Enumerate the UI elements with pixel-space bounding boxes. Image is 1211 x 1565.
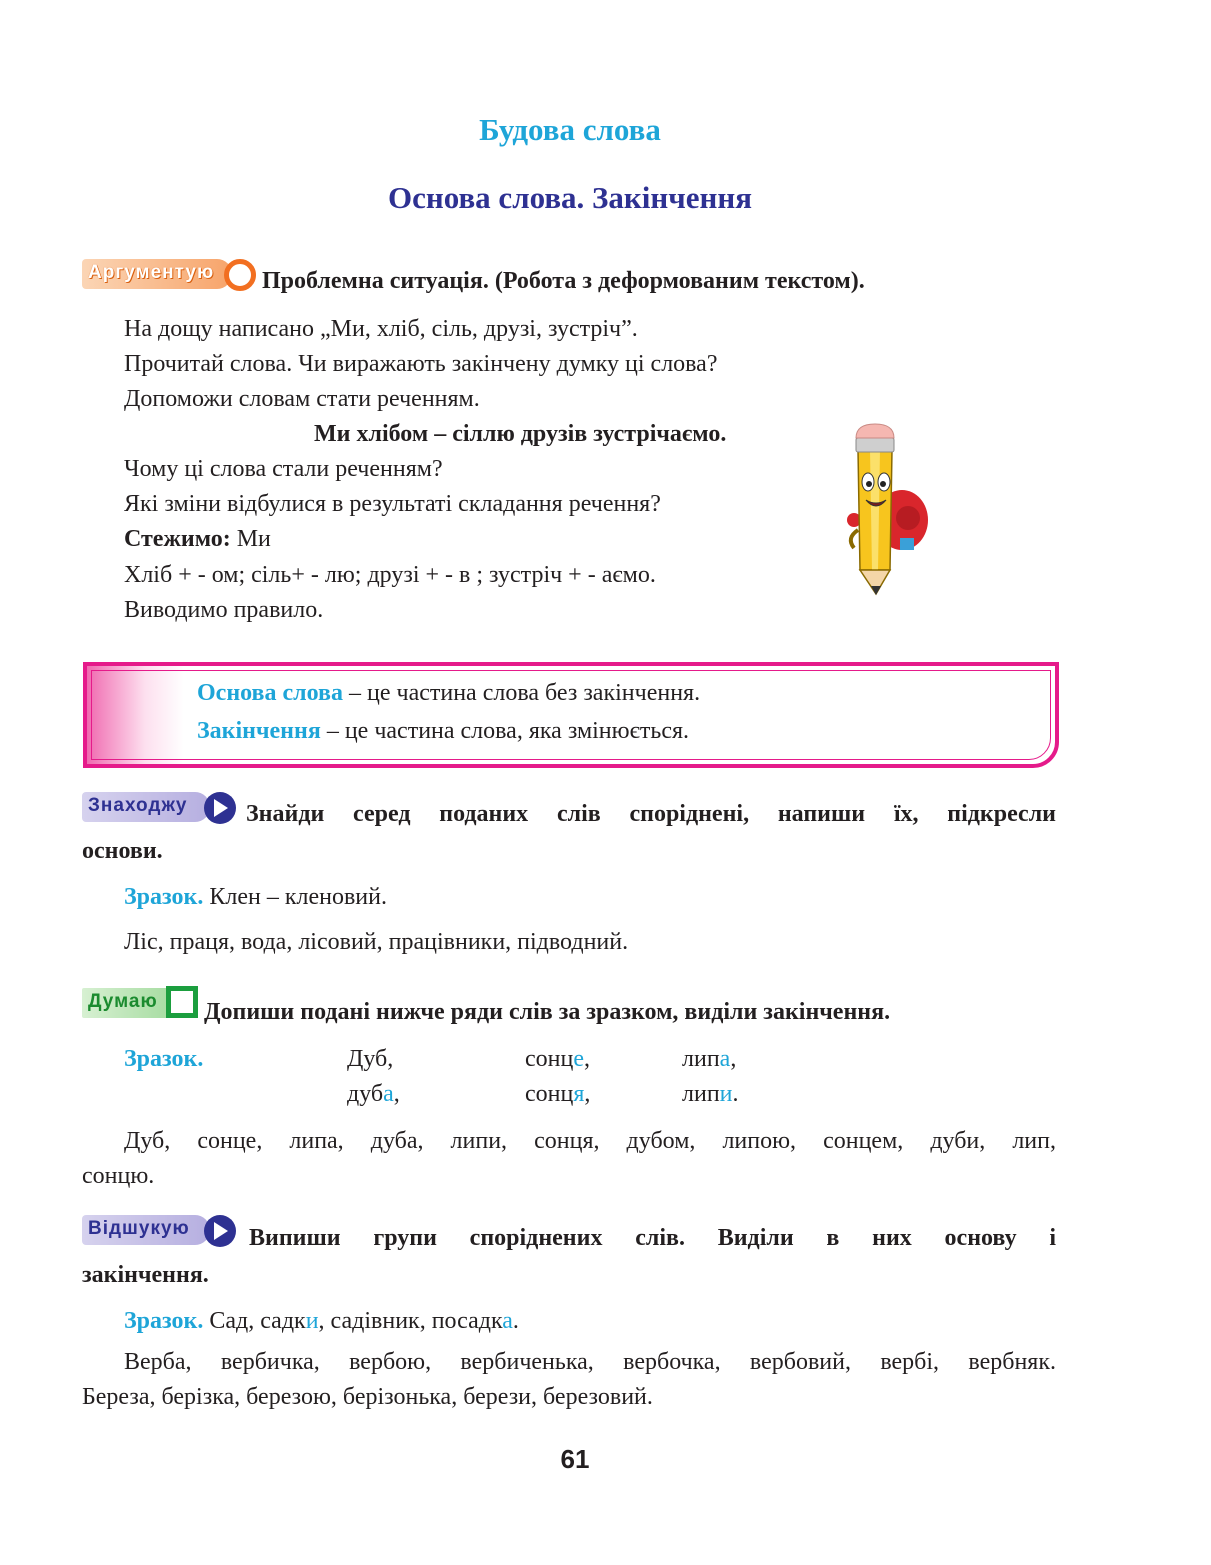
sample-line	[124, 1308, 519, 1335]
word-punct: ,	[730, 1046, 737, 1072]
badge-dumayu	[82, 988, 172, 1018]
word-ending: а	[383, 1081, 394, 1107]
play-arrow-icon	[204, 792, 236, 824]
word-ending: и	[305, 1308, 319, 1334]
chapter-title: Будова слова	[479, 112, 661, 147]
pencil-mascot-icon	[840, 420, 936, 600]
rule-line-1	[197, 680, 700, 707]
word-form	[347, 1081, 400, 1108]
word-punct: ,	[393, 1081, 400, 1107]
play-arrow-icon	[204, 1215, 236, 1247]
word-stem: сонц	[525, 1081, 574, 1107]
sample-line	[124, 884, 387, 911]
word-stem: лип	[682, 1046, 720, 1072]
word-list: Дуб, сонце, липа, дуба, липи, сонця, дубом, липою, сонцем, дуби, лип,	[124, 1128, 1056, 1154]
word-list-cont: сонцю.	[82, 1163, 155, 1189]
word-list: Верба, вербичка, вербою, вербиченька, вербочка, вербовий, вербі, вербняк.	[124, 1349, 1056, 1375]
rule-line-2	[197, 718, 689, 745]
observe-text: Ми	[230, 526, 271, 552]
section2-heading: Знайди серед поданих слів споріднені, напиши їх, підкресли	[246, 801, 1056, 827]
badge-label: Аргументую	[88, 262, 215, 283]
sample-text: .	[512, 1308, 519, 1334]
word-form	[347, 1046, 393, 1073]
word-list: Ліс, праця, вода, лісовий, працівники, підводний.	[124, 929, 629, 955]
badge-vidshukuyu	[82, 1215, 210, 1245]
word-form	[525, 1046, 590, 1073]
lesson-title: Основа слова. Закінчення	[387, 180, 752, 215]
badge-label: Думаю	[88, 991, 158, 1012]
text-line: Які зміни відбулися в результаті складання речення?	[124, 491, 661, 517]
section4-heading: Випиши групи споріднених слів. Виділи в них основу і	[249, 1225, 1056, 1251]
square-icon	[166, 986, 198, 1018]
word-form	[682, 1081, 739, 1108]
rule-intro: Виводимо правило.	[124, 597, 324, 623]
section2-heading-cont: основи.	[82, 838, 163, 864]
badge-znakhodzhu	[82, 792, 210, 822]
word-stem: дуб	[347, 1081, 384, 1107]
rule-box	[83, 662, 1059, 768]
word-list-cont: Береза, берізка, березою, берізонька, берези, березовий.	[82, 1384, 653, 1410]
rule-definition: – це частина слова, яка змінюється.	[320, 718, 690, 744]
word-stem: Дуб,	[347, 1046, 394, 1072]
sample-label: Зразок.	[124, 1046, 204, 1072]
word-stem: лип	[682, 1081, 720, 1107]
text-line: Чому ці слова стали реченням?	[124, 456, 443, 482]
page-number: 61	[560, 1444, 590, 1474]
rule-term: Закінчення	[197, 718, 321, 744]
sample-label: Зразок.	[124, 1308, 204, 1334]
example-sentence: Ми хлібом – сіллю друзів зустрічаємо.	[314, 421, 727, 447]
sample-text: , садівник, посадк	[318, 1308, 503, 1334]
sample-label: Зразок.	[124, 884, 204, 910]
badge-label: Знаходжу	[88, 795, 188, 816]
section1-heading: Проблемна ситуація. (Робота з деформованим текстом).	[262, 268, 865, 294]
word-ending: а	[502, 1308, 513, 1334]
section4-heading-cont: закінчення.	[82, 1262, 209, 1288]
badge-label: Відшукую	[88, 1218, 190, 1239]
circle-icon	[224, 259, 256, 291]
endings-line: Хліб + - ом; сіль+ - лю; друзі + - в ; зустріч + - аємо.	[124, 562, 656, 588]
word-form	[682, 1046, 736, 1073]
text-line: Допоможи словам стати реченням.	[124, 386, 480, 412]
rule-term: Основа слова	[197, 680, 343, 706]
word-punct: .	[732, 1081, 739, 1107]
word-stem: сонц	[525, 1046, 574, 1072]
word-form	[525, 1081, 590, 1108]
badge-argumentuyu	[82, 259, 232, 289]
sample-text: Сад, садк	[203, 1308, 306, 1334]
word-punct: ,	[584, 1046, 590, 1072]
sample-text: Клен – кленовий.	[203, 884, 387, 910]
text-line: Прочитай слова. Чи виражають закінчену думку ці слова?	[124, 351, 718, 377]
observe-label: Стежимо:	[124, 526, 231, 552]
word-ending: е	[573, 1046, 584, 1072]
observe-line	[124, 526, 271, 553]
section3-heading: Допиши подані нижче ряди слів за зразком, виділи закінчення.	[204, 999, 891, 1025]
word-ending: и	[719, 1081, 733, 1107]
word-punct: ,	[584, 1081, 591, 1107]
word-ending: а	[719, 1046, 731, 1072]
rule-definition: – це частина слова без закінчення.	[343, 680, 701, 706]
text-line: На дощу написано „Ми, хліб, сіль, друзі, зустріч”.	[124, 316, 638, 342]
word-ending: я	[573, 1081, 585, 1107]
